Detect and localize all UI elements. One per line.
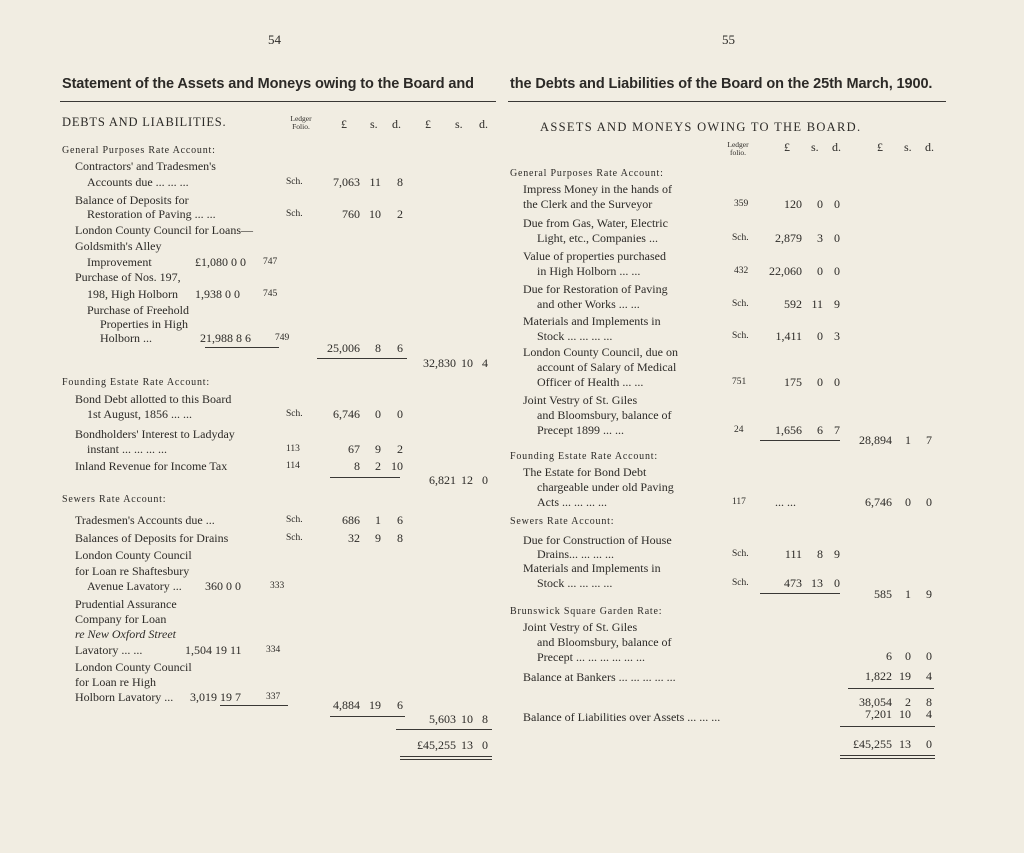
- amount-shillings: 10: [369, 207, 381, 221]
- amount-pounds: 686: [342, 513, 360, 527]
- total-shillings: 10: [899, 707, 911, 721]
- row-label: in High Holborn ... ...: [537, 264, 641, 278]
- ledger-folio: 432: [734, 266, 749, 276]
- amount-shillings: 1: [375, 513, 381, 527]
- amount-shillings: 0: [817, 197, 823, 211]
- debts-founding-heading: Founding Estate Rate Account:: [62, 377, 210, 388]
- leader-dots: ... ...: [775, 495, 796, 509]
- liabilities-over-label: Balance of Liabilities over Assets ... ... ...: [523, 710, 721, 724]
- row-label: Improvement: [87, 255, 152, 269]
- amount-pence: 9: [834, 547, 840, 561]
- amount-pence: 0: [834, 375, 840, 389]
- col-shillings: s.: [811, 140, 819, 154]
- grand-total-pounds: £45,255: [853, 737, 892, 751]
- amount-shillings: 8: [817, 547, 823, 561]
- double-rule: [840, 755, 935, 759]
- assets-brunswick-heading: Brunswick Square Garden Rate:: [510, 606, 663, 617]
- sub-rule: [760, 593, 840, 594]
- amount-pounds: 760: [342, 207, 360, 221]
- sub-rule: [317, 358, 407, 359]
- row-label: Bondholders' Interest to Ladyday: [75, 427, 235, 441]
- total-shillings: 1: [905, 587, 911, 601]
- total-pounds: 6,821: [429, 473, 456, 487]
- loan-amount: 21,988 8 6: [200, 331, 251, 345]
- amount-pounds: 111: [784, 547, 802, 561]
- amount-pence: 0: [397, 407, 403, 421]
- total-shillings: 0: [905, 495, 911, 509]
- amount-shillings: 0: [817, 264, 823, 278]
- ledger-folio: 24: [734, 425, 744, 435]
- total-pence: 0: [482, 473, 488, 487]
- subtotal-shillings: 19: [369, 698, 381, 712]
- amount-pence: 6: [397, 513, 403, 527]
- row-label: Acts ... ... ... ...: [537, 495, 607, 509]
- amount-shillings: 13: [811, 576, 823, 590]
- row-label: Holborn Lavatory ...: [75, 690, 174, 704]
- row-label: Joint Vestry of St. Giles: [523, 620, 638, 634]
- amount-shillings: 0: [817, 329, 823, 343]
- debts-general-heading: General Purposes Rate Account:: [62, 145, 216, 156]
- total-pence: 0: [926, 649, 932, 663]
- col-pound-total: £: [425, 117, 431, 131]
- row-label: Due from Gas, Water, Electric: [523, 216, 668, 230]
- total-pounds: 7,201: [865, 707, 892, 721]
- total-shillings: 19: [899, 669, 911, 683]
- amount-pounds: 473: [784, 576, 802, 590]
- amount-pounds: 1,411: [775, 329, 802, 343]
- col-pound: £: [784, 140, 790, 154]
- total-pence: 9: [926, 587, 932, 601]
- amount-pounds: 592: [784, 297, 802, 311]
- row-label: Due for Restoration of Paving: [523, 282, 668, 296]
- grand-total-pence: 0: [482, 738, 488, 752]
- title-rule-left: [60, 101, 496, 102]
- row-label: for Loan re Shaftesbury: [75, 564, 190, 578]
- total-pence: 0: [926, 495, 932, 509]
- amount-pence: 0: [834, 231, 840, 245]
- subtotal-pence: 8: [926, 695, 932, 709]
- amount-pence: 9: [834, 297, 840, 311]
- total-pounds: 5,603: [429, 712, 456, 726]
- debts-ledger-folio: Ledger Folio.: [290, 114, 312, 131]
- ledger-folio: Sch.: [732, 578, 749, 588]
- row-label: Due for Construction of House: [523, 533, 672, 547]
- ledger-folio: Sch.: [732, 233, 749, 243]
- amount-shillings: 2: [375, 459, 381, 473]
- amount-shillings: 0: [375, 407, 381, 421]
- row-label: The Estate for Bond Debt: [523, 465, 647, 479]
- row-label: Balances of Deposits for Drains: [75, 531, 229, 545]
- row-label: Balance of Deposits for: [75, 193, 189, 207]
- row-label: and other Works ... ...: [537, 297, 640, 311]
- total-pence: 4: [482, 356, 488, 370]
- row-label: Impress Money in the hands of: [523, 182, 672, 196]
- row-label: London County Council for Loans—: [75, 223, 253, 237]
- col-pence: d.: [392, 117, 401, 131]
- row-label: Lavatory ... ...: [75, 643, 143, 657]
- amount-shillings: 11: [369, 175, 381, 189]
- ledger-folio: Sch.: [286, 177, 303, 187]
- row-label: Properties in High: [100, 317, 188, 331]
- row-label: Purchase of Freehold: [87, 303, 189, 317]
- amount-pounds: 6,746: [333, 407, 360, 421]
- title-rule-right: [508, 101, 946, 102]
- amount-pounds: 67: [348, 442, 360, 456]
- row-label: re New Oxford Street: [75, 627, 176, 641]
- row-label: and Bloomsbury, balance of: [537, 408, 672, 422]
- row-label: Stock ... ... ... ...: [537, 329, 613, 343]
- total-shillings: 1: [905, 433, 911, 447]
- row-label: Stock ... ... ... ...: [537, 576, 613, 590]
- page-title-right: the Debts and Liabilities of the Board on the 25th March, 1900.: [510, 76, 933, 92]
- loan-amount: 1,938 0 0: [195, 287, 240, 301]
- amount-pounds: 175: [784, 375, 802, 389]
- row-label: Precept ... ... ... ... ... ...: [537, 650, 645, 664]
- row-label: chargeable under old Paving: [537, 480, 674, 494]
- row-label: Drains... ... ... ...: [537, 547, 614, 561]
- row-label: account of Salary of Medical: [537, 360, 677, 374]
- ledger-folio: Sch.: [286, 533, 303, 543]
- row-label: and Bloomsbury, balance of: [537, 635, 672, 649]
- subtotal-shillings: 2: [905, 695, 911, 709]
- assets-heading: ASSETS AND MONEYS OWING TO THE BOARD.: [540, 120, 862, 134]
- grand-total-pounds: £45,255: [417, 738, 456, 752]
- ledger-folio: 751: [732, 377, 747, 387]
- subtotal-pounds: 25,006: [327, 341, 360, 355]
- page-title-left: Statement of the Assets and Moneys owing to the Board and: [62, 76, 474, 92]
- total-pounds: 585: [874, 587, 892, 601]
- row-label: Contractors' and Tradesmen's: [75, 159, 216, 173]
- ledger-folio: 113: [286, 444, 300, 454]
- row-label: Company for Loan: [75, 612, 167, 626]
- row-label: Goldsmith's Alley: [75, 239, 162, 253]
- row-label: Tradesmen's Accounts due ...: [75, 513, 215, 527]
- ledger-folio: 334: [266, 645, 281, 655]
- col-pence: d.: [832, 140, 841, 154]
- amount-pounds: 2,879: [775, 231, 802, 245]
- row-label: Inland Revenue for Income Tax: [75, 459, 228, 473]
- loan-amount: 3,019 19 7: [190, 690, 241, 704]
- row-label: Holborn ...: [100, 331, 152, 345]
- total-pounds: 6,746: [865, 495, 892, 509]
- sub-rule: [760, 440, 840, 441]
- subtotal-pence: 6: [397, 341, 403, 355]
- amount-shillings: 9: [375, 442, 381, 456]
- amount-pounds: 7,063: [333, 175, 360, 189]
- amount-pence: 10: [391, 459, 403, 473]
- ledger-folio: 117: [732, 497, 746, 507]
- row-label: Joint Vestry of St. Giles: [523, 393, 638, 407]
- amount-pence: 3: [834, 329, 840, 343]
- amount-pounds: 120: [784, 197, 802, 211]
- row-label: Precept 1899 ... ...: [537, 423, 624, 437]
- ledger-folio: Sch.: [286, 409, 303, 419]
- row-label: Restoration of Paving ... ...: [87, 207, 216, 221]
- row-label: instant ... ... ... ...: [87, 442, 167, 456]
- amount-pence: 2: [397, 442, 403, 456]
- ledger-folio: Sch.: [732, 331, 749, 341]
- ledger-folio: 333: [270, 581, 285, 591]
- row-label: Purchase of Nos. 197,: [75, 270, 181, 284]
- amount-pence: 8: [397, 531, 403, 545]
- sub-rule: [848, 688, 934, 689]
- ledger-folio: 749: [275, 333, 290, 343]
- ledger-folio: Sch.: [732, 549, 749, 559]
- row-label: Materials and Implements in: [523, 561, 661, 575]
- amount-pounds: 1,656: [775, 423, 802, 437]
- amount-pence: 0: [834, 264, 840, 278]
- row-label: London County Council: [75, 660, 192, 674]
- subtotal-shillings: 8: [375, 341, 381, 355]
- loan-amount: 360 0 0: [205, 579, 241, 593]
- debts-heading: DEBTS AND LIABILITIES.: [62, 115, 227, 129]
- sub-rule: [330, 477, 400, 478]
- ledger-folio: Sch.: [286, 209, 303, 219]
- col-pence-total: d.: [925, 140, 934, 154]
- row-label: London County Council: [75, 548, 192, 562]
- grand-total-shillings: 13: [899, 737, 911, 751]
- amount-shillings: 3: [817, 231, 823, 245]
- sub-rule: [330, 716, 405, 717]
- bankers-label: Balance at Bankers ... ... ... ... ...: [523, 670, 676, 684]
- assets-general-heading: General Purposes Rate Account:: [510, 168, 664, 179]
- row-label: 1st August, 1856 ... ...: [87, 407, 193, 421]
- total-shillings: 10: [461, 356, 473, 370]
- double-rule: [400, 756, 492, 760]
- sub-rule: [220, 705, 288, 706]
- subtotal-pounds: 38,054: [859, 695, 892, 709]
- amount-pounds: 32: [348, 531, 360, 545]
- col-pence-total: d.: [479, 117, 488, 131]
- total-pence: 4: [926, 707, 932, 721]
- total-pounds: 32,830: [423, 356, 456, 370]
- sub-rule: [396, 729, 492, 730]
- amount-pence: 7: [834, 423, 840, 437]
- ledger-folio: Sch.: [286, 515, 303, 525]
- row-label: for Loan re High: [75, 675, 156, 689]
- ledger-folio: 114: [286, 461, 300, 471]
- total-pounds: 28,894: [859, 433, 892, 447]
- ledger-folio: 745: [263, 289, 278, 299]
- amount-shillings: 11: [811, 297, 823, 311]
- amount-shillings: 9: [375, 531, 381, 545]
- amount-pence: 2: [397, 207, 403, 221]
- subtotal-pence: 6: [397, 698, 403, 712]
- assets-founding-heading: Founding Estate Rate Account:: [510, 451, 658, 462]
- amount-pence: 0: [834, 576, 840, 590]
- row-label: Accounts due ... ... ...: [87, 175, 189, 189]
- ledger-folio: Sch.: [732, 299, 749, 309]
- amount-shillings: 6: [817, 423, 823, 437]
- col-shillings-total: s.: [904, 140, 912, 154]
- col-pound: £: [341, 117, 347, 131]
- row-label: Officer of Health ... ...: [537, 375, 644, 389]
- amount-shillings: 0: [817, 375, 823, 389]
- amount-pence: 0: [834, 197, 840, 211]
- row-label: Light, etc., Companies ...: [537, 231, 658, 245]
- row-label: London County Council, due on: [523, 345, 678, 359]
- row-label: the Clerk and the Surveyor: [523, 197, 653, 211]
- grand-total-shillings: 13: [461, 738, 473, 752]
- debts-sewers-heading: Sewers Rate Account:: [62, 494, 167, 505]
- total-pence: 4: [926, 669, 932, 683]
- assets-sewers-heading: Sewers Rate Account:: [510, 516, 615, 527]
- row-label: Value of properties purchased: [523, 249, 666, 263]
- loan-amount: £1,080 0 0: [195, 255, 246, 269]
- sub-rule: [205, 347, 279, 348]
- row-label: Avenue Lavatory ...: [87, 579, 182, 593]
- grand-total-pence: 0: [926, 737, 932, 751]
- col-pound-total: £: [877, 140, 883, 154]
- col-shillings-total: s.: [455, 117, 463, 131]
- ledger-folio: 359: [734, 199, 749, 209]
- total-shillings: 12: [461, 473, 473, 487]
- total-shillings: 10: [461, 712, 473, 726]
- loan-amount: 1,504 19 11: [185, 643, 242, 657]
- total-pence: 8: [482, 712, 488, 726]
- total-pence: 7: [926, 433, 932, 447]
- total-shillings: 0: [905, 649, 911, 663]
- page-number-left: 54: [268, 32, 281, 47]
- amount-pounds: 22,060: [769, 264, 802, 278]
- ledger-folio: 747: [263, 257, 278, 267]
- row-label: Materials and Implements in: [523, 314, 661, 328]
- subtotal-pounds: 4,884: [333, 698, 360, 712]
- sub-rule: [840, 726, 935, 727]
- ledger-folio: 337: [266, 692, 281, 702]
- total-pounds: 1,822: [865, 669, 892, 683]
- amount-pounds: 8: [354, 459, 360, 473]
- amount-pence: 8: [397, 175, 403, 189]
- assets-ledger-folio: Ledger folio.: [727, 140, 749, 157]
- row-label: 198, High Holborn: [87, 287, 178, 301]
- page-number-right: 55: [722, 32, 735, 47]
- row-label: Bond Debt allotted to this Board: [75, 392, 232, 406]
- row-label: Prudential Assurance: [75, 597, 177, 611]
- total-pounds: 6: [886, 649, 892, 663]
- col-shillings: s.: [370, 117, 378, 131]
